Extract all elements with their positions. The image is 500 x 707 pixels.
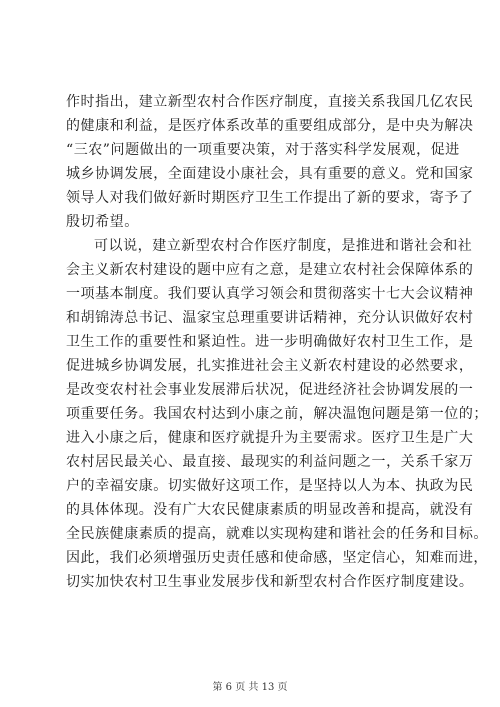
text-line: 切实加快农村卫生事业发展步伐和新型农村合作医疗制度建设。 bbox=[66, 574, 474, 590]
text-line: 是改变农村社会事业发展滞后状况，促进经济社会协调发展的一 bbox=[66, 382, 474, 398]
text-line: 因此，我们必须增强历史责任感和使命感，坚定信心，知难而进， bbox=[66, 550, 488, 566]
text-line: 的健康和利益，是医疗体系改革的重要组成部分，是中央为解决 bbox=[66, 118, 474, 134]
text-line: 领导人对我们做好新时期医疗卫生工作提出了新的要求，寄予了 bbox=[66, 190, 474, 206]
text-line: 和胡锦涛总书记、温家宝总理重要讲话精神，充分认识做好农村 bbox=[66, 310, 474, 326]
page-number-footer: 第 6 页 共 13 页 bbox=[212, 682, 288, 693]
text-line: 的具体体现。没有广大农民健康素质的明显改善和提高，就没有 bbox=[66, 502, 474, 518]
text-line: 促进城乡协调发展，扎实推进社会主义新农村建设的必然要求， bbox=[66, 358, 474, 374]
text-line: 农村居民最关心、最直接、最现实的利益问题之一，关系千家万 bbox=[66, 454, 474, 470]
text-line: 卫生工作的重要性和紧迫性。进一步明确做好农村卫生工作，是 bbox=[66, 334, 474, 350]
text-line: 进入小康之后，健康和医疗就提升为主要需求。医疗卫生是广大 bbox=[66, 430, 474, 446]
text-line: 全民族健康素质的提高，就难以实现构建和谐社会的任务和目标。 bbox=[66, 526, 488, 542]
text-line: 城乡协调发展，全面建设小康社会，具有重要的意义。党和国家 bbox=[66, 166, 474, 182]
text-line: “三农”问题做出的一项重要决策，对于落实科学发展观，促进 bbox=[66, 142, 460, 158]
text-line: 作时指出，建立新型农村合作医疗制度，直接关系我国几亿农民 bbox=[66, 94, 474, 110]
text-line: 可以说，建立新型农村合作医疗制度，是推进和谐社会和社 bbox=[94, 238, 473, 254]
text-line: 殷切希望。 bbox=[66, 214, 139, 230]
text-line: 户的幸福安康。切实做好这项工作，是坚持以人为本、执政为民 bbox=[66, 478, 474, 494]
text-line: 项重要任务。我国农村达到小康之前，解决温饱问题是第一位的； bbox=[66, 406, 488, 422]
text-line: 一项基本制度。我们要认真学习领会和贯彻落实十七大会议精神 bbox=[66, 286, 474, 302]
text-line: 会主义新农村建设的题中应有之意，是建立农村社会保障体系的 bbox=[66, 262, 474, 278]
body-text bbox=[66, 90, 488, 594]
